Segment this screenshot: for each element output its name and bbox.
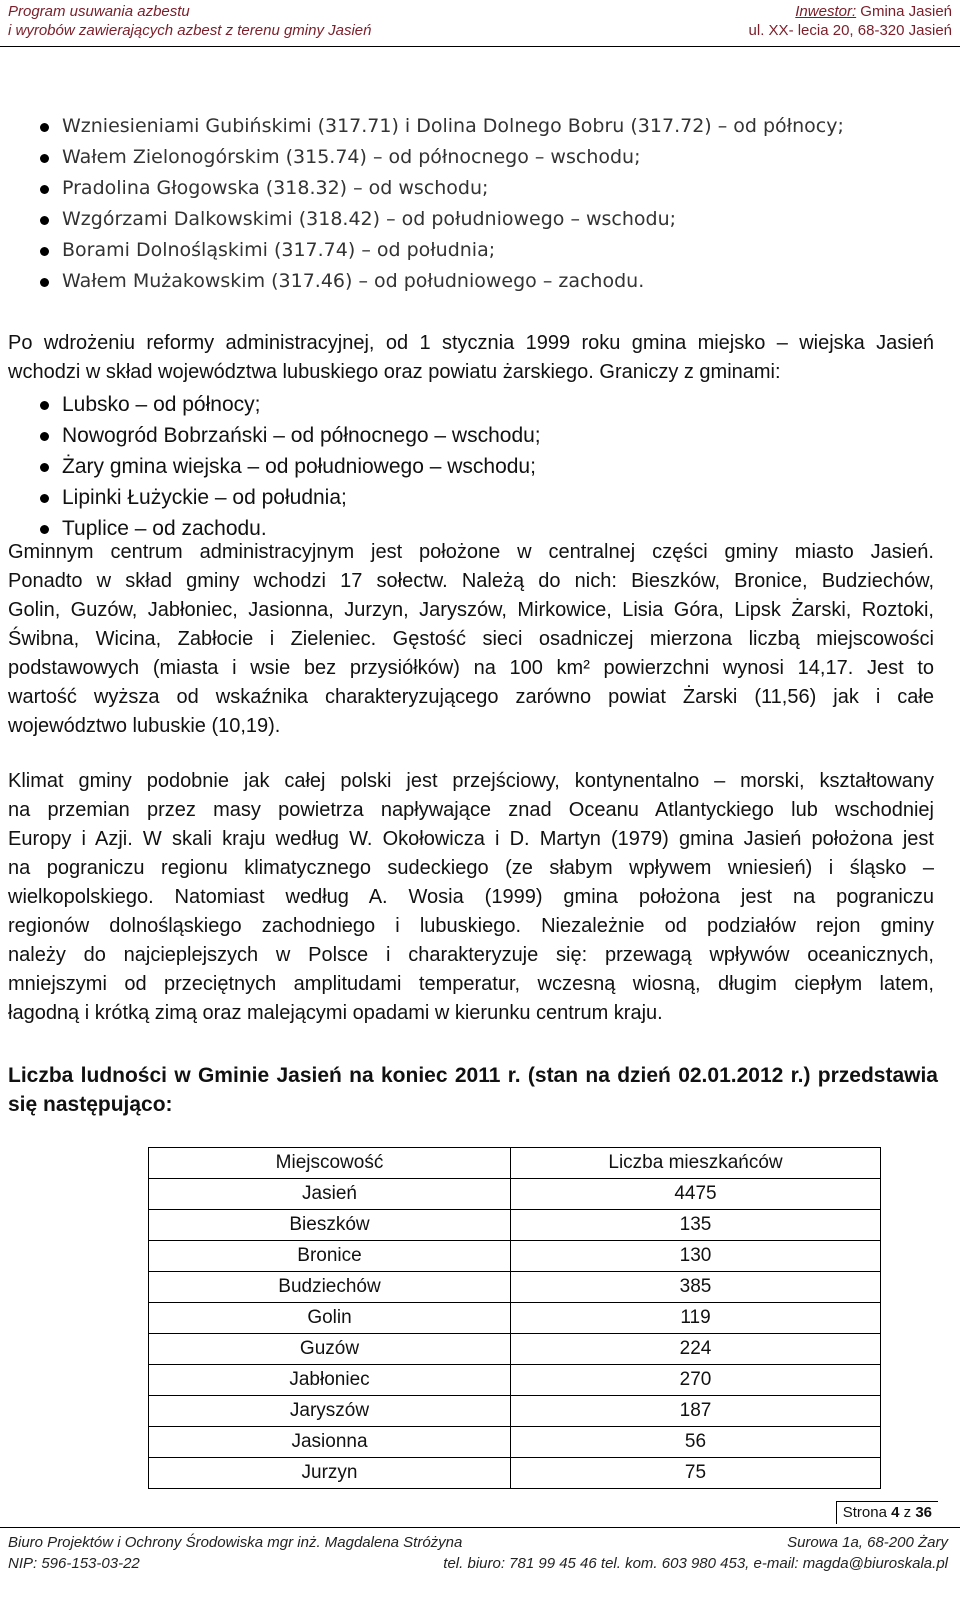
table-row xyxy=(149,1427,881,1458)
footer-right xyxy=(443,1532,948,1574)
page-header xyxy=(0,0,960,47)
table-cell: 130 xyxy=(511,1241,881,1272)
list-item: Wałem Zielonogórskim (315.74) – od północnego – wschodu; xyxy=(62,142,844,173)
paragraph-line: łagodną i krótką zimą oraz malejącymi opadami w kierunku centrum kraju. xyxy=(8,1002,663,1024)
header-investor-name: Gmina Jasień xyxy=(856,3,952,20)
heading-line: Liczba ludności w Gminie Jasień na koniec 2011 r. (stan na dzień 02.01.2012 r.) przedstawia xyxy=(8,1064,938,1087)
header-investor-label: Inwestor: xyxy=(795,3,857,20)
table-cell: 270 xyxy=(511,1365,881,1396)
population-heading xyxy=(8,1061,938,1119)
table-cell: 4475 xyxy=(511,1179,881,1210)
heading-line: się następująco: xyxy=(8,1093,173,1116)
table-cell: Budziechów xyxy=(149,1272,511,1303)
footer-nip: NIP: 596-153-03-22 xyxy=(8,1555,140,1572)
table-header-row xyxy=(149,1148,881,1179)
table-cell: 187 xyxy=(511,1396,881,1427)
table-cell: 56 xyxy=(511,1427,881,1458)
column-header: Liczba mieszkańców xyxy=(511,1148,881,1179)
table-row xyxy=(149,1334,881,1365)
paragraph-climate xyxy=(8,767,934,1028)
page-number-total: 36 xyxy=(915,1504,932,1521)
list-item: Borami Dolnośląskimi (317.74) – od południa; xyxy=(62,235,844,266)
regions-list xyxy=(62,111,844,297)
paragraph-line: wartość wyższa od wskaźnika charakteryzującego zarówno powiat Żarski (11,56) jak i całe xyxy=(8,686,934,708)
table-cell: Jasionna xyxy=(149,1427,511,1458)
header-program-title: Program usuwania azbestu xyxy=(8,3,190,20)
paragraph-line: wielkopolskiego. Natomiast według A. Wosia (1999) gmina położona jest na pograniczu xyxy=(8,886,934,908)
paragraph-line: Gminnym centrum administracyjnym jest położone w centralnej części gminy miasto Jasień. xyxy=(8,541,934,563)
table-cell: Golin xyxy=(149,1303,511,1334)
header-program-subtitle: i wyrobów zawierających azbest z terenu gminy Jasień xyxy=(8,22,372,39)
paragraph-line: mniejszymi od przeciętnych amplitudami temperatur, wczesną wiosną, długim ciepłym latem, xyxy=(8,973,934,995)
list-item: Żary gmina wiejska – od południowego – wschodu; xyxy=(62,451,541,482)
page-number-separator: z xyxy=(899,1504,916,1521)
table-cell: Jasień xyxy=(149,1179,511,1210)
paragraph-line: Świbna, Wicina, Zabłocie i Zieleniec. Gęstość sieci osadniczej mierzona liczbą miejscowości xyxy=(8,628,934,650)
table-cell: Guzów xyxy=(149,1334,511,1365)
table-cell: 75 xyxy=(511,1458,881,1489)
list-item: Pradolina Głogowska (318.32) – od wschodu; xyxy=(62,173,844,204)
paragraph-line: Golin, Guzów, Jabłoniec, Jasionna, Jurzyn, Jaryszów, Mirkowice, Lisia Góra, Lipsk Żarski, Roztoki, xyxy=(8,599,934,621)
page-number-label: Strona xyxy=(842,1504,892,1521)
list-item: Nowogród Bobrzański – od północnego – wschodu; xyxy=(62,420,541,451)
paragraph-line: wchodzi w skład województwa lubuskiego oraz powiatu żarskiego. Graniczy z gminami: xyxy=(8,361,781,383)
footer-address: Surowa 1a, 68-200 Żary xyxy=(787,1534,948,1551)
table-cell: Bronice xyxy=(149,1241,511,1272)
paragraph-line: Europy i Azji. W skali kraju według W. Okołowicza i D. Martyn (1979) gmina Jasień położona jest xyxy=(8,828,934,850)
table-cell: Jabłoniec xyxy=(149,1365,511,1396)
list-item: Tuplice – od zachodu. xyxy=(62,513,541,544)
list-item: Wzgórzami Dalkowskimi (318.42) – od południowego – wschodu; xyxy=(62,204,844,235)
paragraph-line: na przemian przez masy powietrza napływające znad Oceanu Atlantyckiego lub wschodniej xyxy=(8,799,934,821)
table-cell: Jaryszów xyxy=(149,1396,511,1427)
header-right xyxy=(749,2,952,40)
paragraph-line: należy do najcieplejszych w Polsce i charakteryzuje się: przewagą wpływów oceanicznych, xyxy=(8,944,934,966)
header-investor-address: ul. XX- lecia 20, 68-320 Jasień xyxy=(748,22,952,39)
paragraph-line: Ponadto w skład gminy wchodzi 17 sołectw. Należą do nich: Bieszków, Bronice, Budziechów, xyxy=(8,570,934,592)
population-table xyxy=(148,1147,881,1489)
table-row xyxy=(149,1303,881,1334)
paragraph-line: regionów dolnośląskiego zachodniego i lubuskiego. Niezależnie od podziałów rejon gminy xyxy=(8,915,934,937)
page-footer xyxy=(0,1527,960,1605)
table-cell: 135 xyxy=(511,1210,881,1241)
header-investor xyxy=(749,2,952,21)
table-cell: 119 xyxy=(511,1303,881,1334)
header-left xyxy=(8,2,372,40)
table-cell: Bieszków xyxy=(149,1210,511,1241)
list-item: Lubsko – od północy; xyxy=(62,389,541,420)
neighbours-list xyxy=(62,389,541,544)
page-number-current: 4 xyxy=(891,1504,900,1521)
table-row xyxy=(149,1241,881,1272)
paragraph-line: Po wdrożeniu reformy administracyjnej, od 1 stycznia 1999 roku gmina miejsko – wiejska Jasień xyxy=(8,332,934,354)
table-row xyxy=(149,1458,881,1489)
paragraph-administration xyxy=(8,329,934,387)
table-cell: 224 xyxy=(511,1334,881,1365)
list-item: Wzniesieniami Gubińskimi (317.71) i Dolina Dolnego Bobru (317.72) – od północy; xyxy=(62,111,844,142)
footer-contact: tel. biuro: 781 99 45 46 tel. kom. 603 980 453, e-mail: magda@biuroskala.pl xyxy=(443,1555,948,1572)
table-row xyxy=(149,1396,881,1427)
table-row xyxy=(149,1272,881,1303)
table-cell: Jurzyn xyxy=(149,1458,511,1489)
paragraph-line: województwo lubuskie (10,19). xyxy=(8,715,281,737)
table-cell: 385 xyxy=(511,1272,881,1303)
page-number xyxy=(836,1501,938,1524)
paragraph-line: Klimat gminy podobnie jak całej polski jest przejściowy, kontynentalno – morski, kształtowany xyxy=(8,770,934,792)
footer-left xyxy=(8,1532,462,1574)
paragraph-line: podstawowych (miasta i wsie bez przysiółków) na 100 km² powierzchni wynosi 14,17. Jest to xyxy=(8,657,934,679)
list-item: Lipinki Łużyckie – od południa; xyxy=(62,482,541,513)
table-row xyxy=(149,1365,881,1396)
footer-company: Biuro Projektów i Ochrony Środowiska mgr inż. Magdalena Stróżyna xyxy=(8,1534,463,1551)
table-row xyxy=(149,1179,881,1210)
list-item: Wałem Mużakowskim (317.46) – od południowego – zachodu. xyxy=(62,266,844,297)
paragraph-line: na pograniczu regionu klimatycznego sudeckiego (ze słabym wpływem wniesień) i śląsko – xyxy=(8,857,934,879)
column-header: Miejscowość xyxy=(149,1148,511,1179)
table-row xyxy=(149,1210,881,1241)
paragraph-settlements xyxy=(8,538,934,741)
